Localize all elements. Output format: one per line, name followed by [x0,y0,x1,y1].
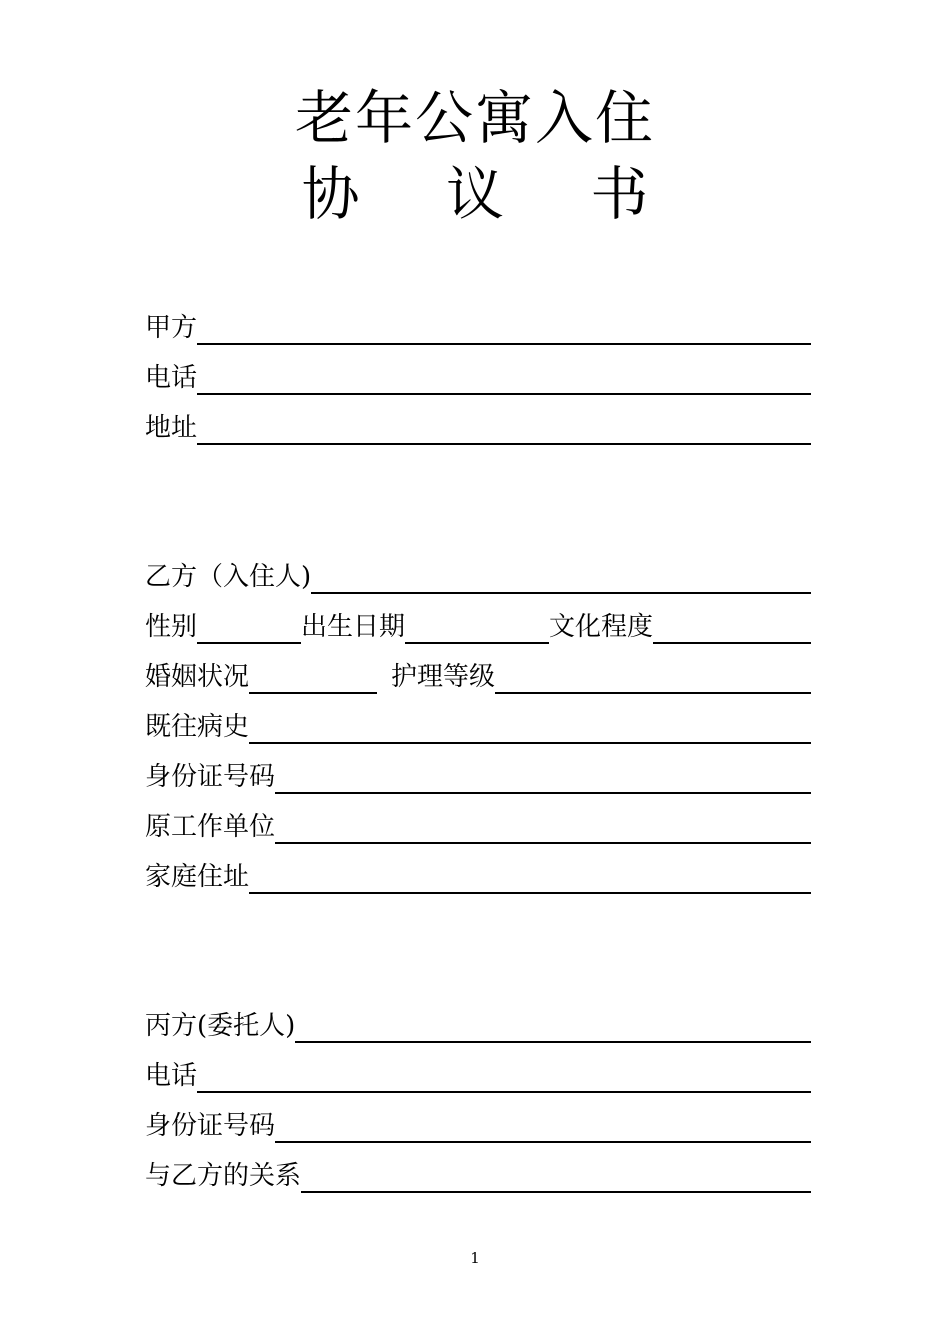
party-c-relation-label: 与乙方的关系 [145,1161,302,1191]
party-b-home-address-row [145,861,811,895]
party-a-address-label: 地址 [145,413,198,443]
party-a-name-field[interactable] [197,315,811,345]
party-c-name-row [145,1010,811,1044]
party-c-name-label: 丙方(委托人) [145,1011,296,1041]
party-c-id-field[interactable] [275,1113,811,1143]
party-b-education-field[interactable] [653,614,811,644]
party-b-id-field[interactable] [275,764,811,794]
party-b-care-level-label: 护理等级 [391,662,496,692]
party-b-status-row [145,661,811,695]
document-title: 老年公寓入住 [294,84,655,152]
party-a-phone-field[interactable] [197,365,811,395]
party-b-name-field[interactable] [311,564,811,594]
party-b-history-row [145,711,811,745]
party-b-id-row [145,761,811,795]
party-b-care-level-field[interactable] [495,664,811,694]
party-c-relation-field[interactable] [301,1163,811,1193]
party-b-history-label: 既往病史 [145,712,250,742]
party-b-marital-label: 婚姻状况 [145,662,250,692]
party-c-phone-label: 电话 [145,1061,198,1091]
party-a-name-label: 甲方 [145,313,198,343]
party-b-marital-field[interactable] [249,664,377,694]
party-c-phone-row [145,1060,811,1094]
party-b-history-field[interactable] [249,714,811,744]
party-c-id-label: 身份证号码 [145,1111,276,1141]
party-b-work-unit-row [145,811,811,845]
party-b-work-unit-label: 原工作单位 [145,812,276,842]
party-b-home-address-label: 家庭住址 [145,862,250,892]
party-a-address-field[interactable] [197,415,811,445]
party-b-education-label: 文化程度 [549,612,654,642]
party-b-gender-field[interactable] [197,614,301,644]
party-a-phone-label: 电话 [145,363,198,393]
party-b-id-label: 身份证号码 [145,762,276,792]
party-a-name-row [145,312,811,346]
party-c-id-row [145,1110,811,1144]
party-b-work-unit-field[interactable] [275,814,811,844]
party-a-phone-row [145,362,811,396]
party-a-address-row [145,412,811,446]
party-b-basic-info-row [145,611,811,645]
party-c-phone-field[interactable] [197,1063,811,1093]
page-number: 1 [470,1249,480,1267]
party-b-birth-field[interactable] [405,614,549,644]
party-b-gender-label: 性别 [145,612,198,642]
party-c-name-field[interactable] [295,1013,811,1043]
party-c-relation-row [145,1160,811,1194]
party-b-name-row [145,561,811,595]
document-subtitle: 协 议 书 [301,160,683,228]
party-b-name-label: 乙方（入住人) [145,562,312,592]
party-b-birth-label: 出生日期 [301,612,406,642]
party-b-home-address-field[interactable] [249,864,811,894]
